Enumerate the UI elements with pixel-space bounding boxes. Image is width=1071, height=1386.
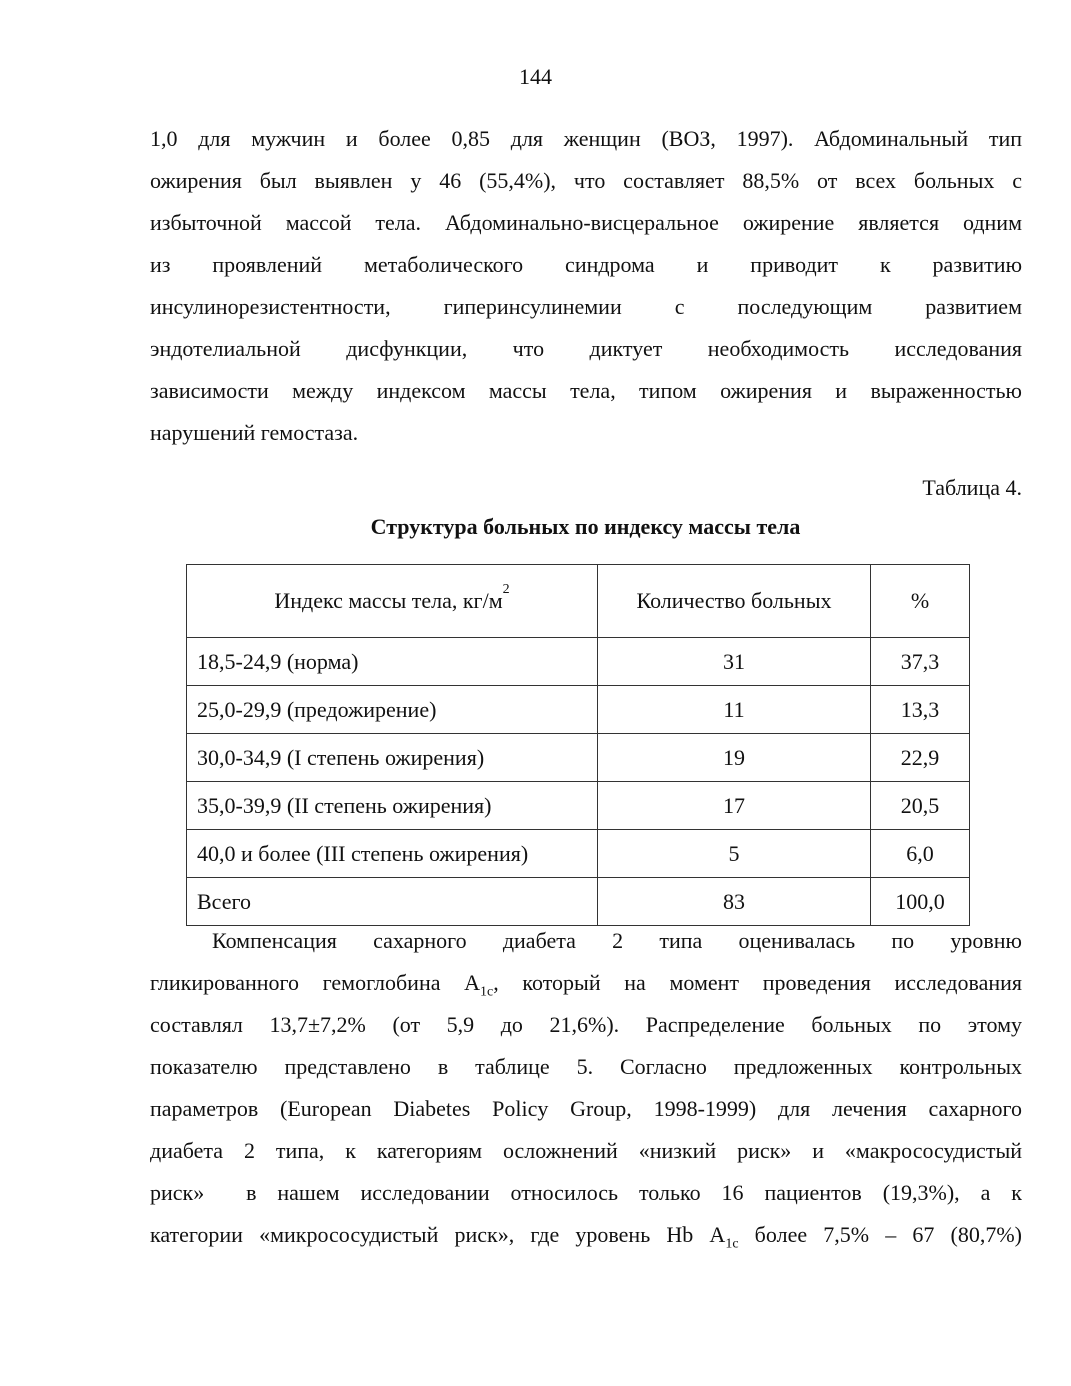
cell-percent: 20,5 — [871, 782, 970, 830]
cell-range: Всего — [187, 878, 598, 926]
cell-count: 11 — [598, 686, 871, 734]
table-title: Структура больных по индексу массы тела — [370, 514, 801, 539]
cell-count: 31 — [598, 638, 871, 686]
paragraph-intro — [150, 118, 1022, 454]
cell-count: 19 — [598, 734, 871, 782]
subscript: 1c — [480, 984, 494, 1000]
cell-range: 35,0-39,9 (II степень ожирения) — [187, 782, 598, 830]
table-row — [187, 686, 970, 734]
cell-range: 30,0-34,9 (I степень ожирения) — [187, 734, 598, 782]
cell-range: 25,0-29,9 (предожирение) — [187, 686, 598, 734]
text-line: составлял 13,7±7,2% (от 5,9 до 21,6%). Распределение больных по этому — [150, 1012, 1022, 1037]
header-bmi-sup: 2 — [502, 582, 510, 597]
cell-range: 40,0 и более (III степень ожирения) — [187, 830, 598, 878]
cell-range: 18,5-24,9 (норма) — [187, 638, 598, 686]
table-row-total — [187, 878, 970, 926]
header-bmi — [187, 565, 598, 638]
cell-percent: 100,0 — [871, 878, 970, 926]
text-fragment: категории «микрососудистый риск», где уровень Hb А — [150, 1222, 726, 1247]
text-line: из проявлений метаболического синдрома и приводит к развитию — [150, 252, 1022, 277]
header-bmi-label: Индекс массы тела, кг/м — [274, 588, 503, 613]
text-fragment: более 7,5% – 67 (80,7%) — [738, 1222, 1022, 1247]
text-line: инсулинорезистентности, гиперинсулинемии с последующим развитием — [150, 294, 1022, 319]
text-line: избыточной массой тела. Абдоминально-висцеральное ожирение является одним — [150, 210, 1022, 235]
cell-percent: 37,3 — [871, 638, 970, 686]
text-line: нарушений гемостаза. — [150, 420, 359, 445]
text-fragment: , который на момент проведения исследования — [493, 970, 1022, 995]
cell-percent: 6,0 — [871, 830, 970, 878]
text-line: диабета 2 типа, к категориям осложнений «низкий риск» и «макрососудистый — [150, 1138, 1022, 1163]
cell-count: 17 — [598, 782, 871, 830]
paragraph-compensation — [150, 920, 1022, 1256]
page-number: 144 — [519, 64, 552, 89]
cell-percent: 13,3 — [871, 686, 970, 734]
table-row — [187, 638, 970, 686]
header-percent: % — [871, 565, 970, 638]
table-header-row — [187, 565, 970, 638]
text-line — [150, 1214, 1022, 1256]
cell-count: 83 — [598, 878, 871, 926]
table-row — [187, 830, 970, 878]
text-line: зависимости между индексом массы тела, типом ожирения и выраженностью — [150, 378, 1022, 403]
bmi-table — [186, 564, 970, 926]
text-line: ожирения был выявлен у 46 (55,4%), что составляет 88,5% от всех больных с — [150, 168, 1022, 193]
table-caption: Таблица 4. — [922, 475, 1022, 500]
text-line: Компенсация сахарного диабета 2 типа оценивалась по уровню — [212, 928, 1022, 953]
text-line: 1,0 для мужчин и более 0,85 для женщин (ВОЗ, 1997). Абдоминальный тип — [150, 126, 1022, 151]
text-line: параметров (European Diabetes Policy Group, 1998-1999) для лечения сахарного — [150, 1096, 1022, 1121]
text-line: эндотелиальной дисфункции, что диктует необходимость исследования — [150, 336, 1022, 361]
subscript: 1c — [725, 1236, 739, 1252]
table-row — [187, 734, 970, 782]
header-count: Количество больных — [598, 565, 871, 638]
text-line: показателю представлено в таблице 5. Согласно предложенных контрольных — [150, 1054, 1022, 1079]
cell-count: 5 — [598, 830, 871, 878]
text-line: риск» в нашем исследовании относилось только 16 пациентов (19,3%), а к — [150, 1180, 1022, 1205]
cell-percent: 22,9 — [871, 734, 970, 782]
text-line — [150, 962, 1022, 1004]
text-fragment: гликированного гемоглобина А — [150, 970, 481, 995]
table-row — [187, 782, 970, 830]
